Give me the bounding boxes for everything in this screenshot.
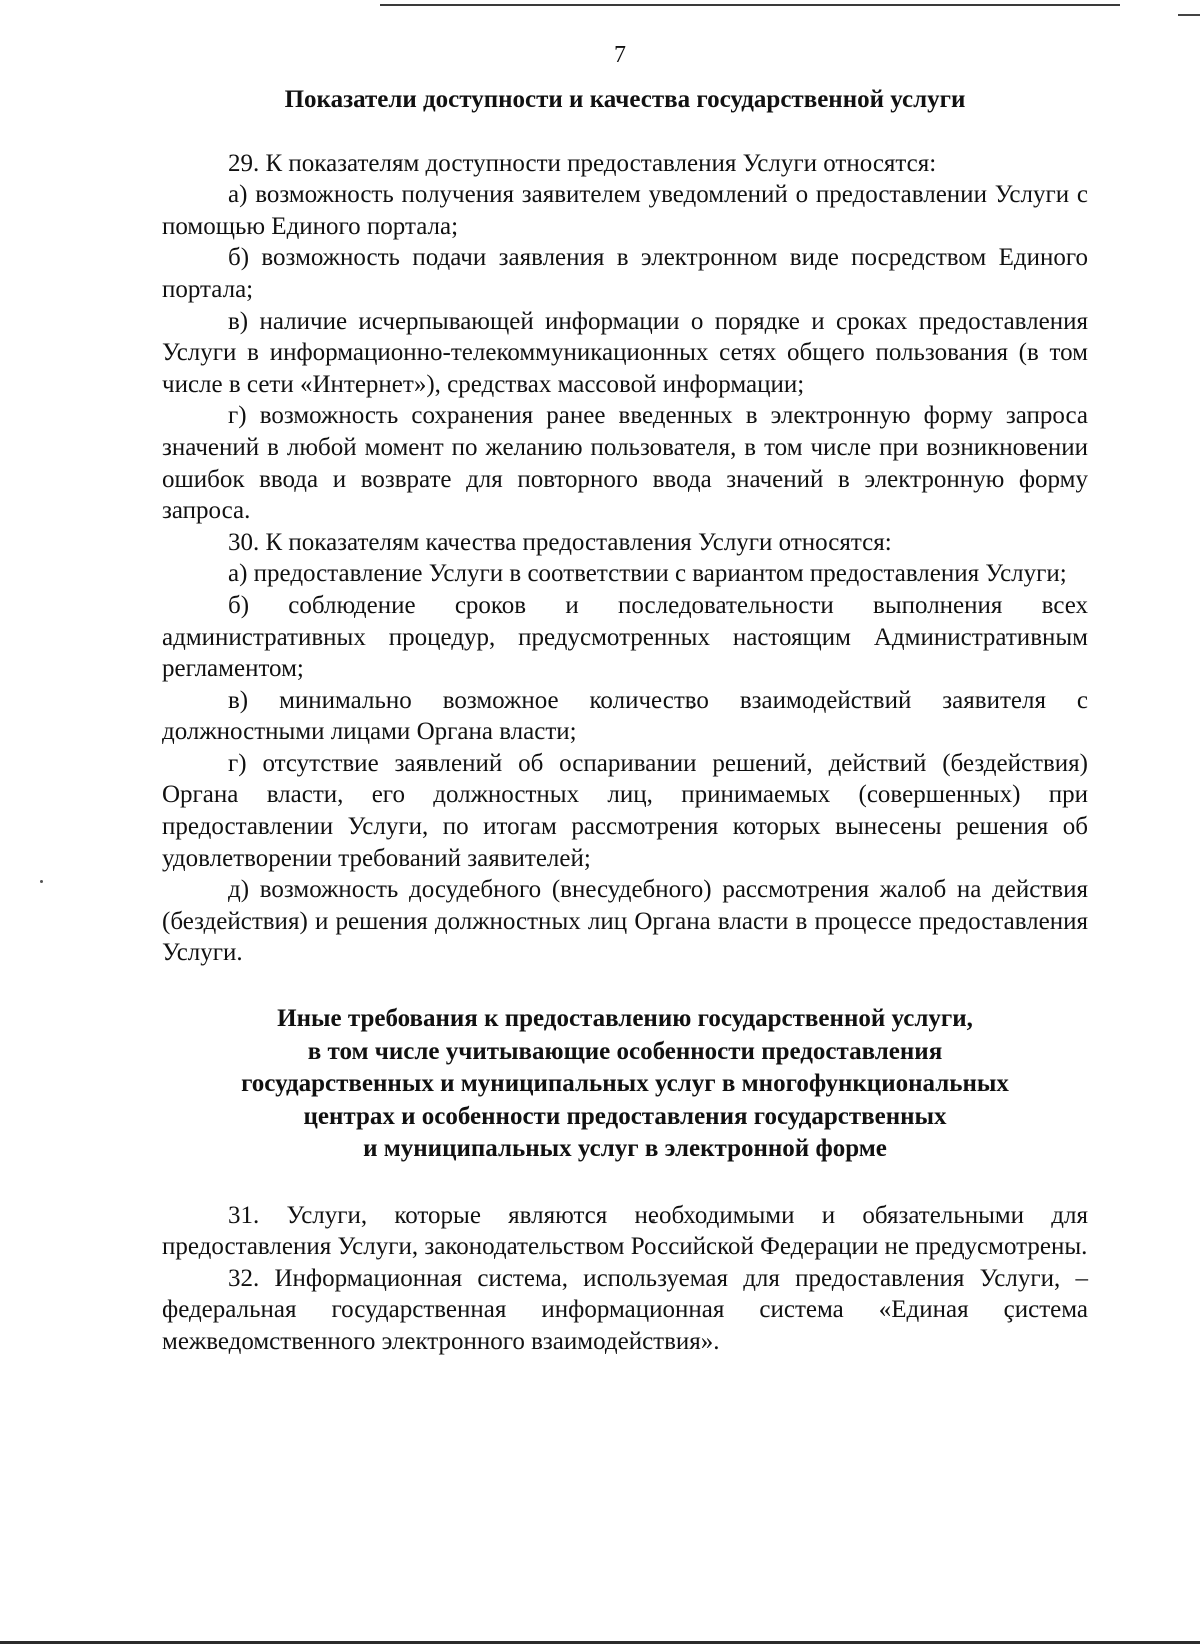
section-heading-other-requirements xyxy=(162,1003,1088,1166)
paragraph-30-v: в) минимально возможное количество взаимодействий заявителя с должностными лицами Органа власти; xyxy=(162,686,1088,746)
scan-edge-top xyxy=(380,4,1120,6)
heading-line: и муниципальных услуг в электронной форме xyxy=(363,1135,887,1163)
paragraph-29-g: г) возможность сохранения ранее введенных в электронную форму запроса значений в любой момент по желанию пользователя, в том числе при возникновении ошибок ввода и возврате для повторного ввода значений в электронную форму запроса. xyxy=(162,402,1088,525)
paragraph-29: 29. К показателям доступности предоставления Услуги относятся: xyxy=(228,149,937,177)
paragraph-31: 31. Услуги, которые являются необходимыми и обязательными для предоставления Услуги, законодательством Российской Федерации не предусмотрены. xyxy=(162,1201,1088,1261)
scan-speck xyxy=(40,880,43,883)
scan-corner-mark xyxy=(1178,0,1200,16)
paragraph-30-d: д) возможность досудебного (внесудебного) рассмотрения жалоб на действия (бездействия) и решения должностных лиц Органа власти в процессе предоставления Услуги. xyxy=(162,876,1088,967)
paragraph-30-a: а) предоставление Услуги в соответствии с вариантом предоставления Услуги; xyxy=(228,560,1067,588)
paragraph-30: 30. К показателям качества предоставления Услуги относятся: xyxy=(228,528,892,556)
paragraph-30-g: г) отсутствие заявлений об оспаривании решений, действий (бездействия) Органа власти, его должностных лиц, принимаемых (совершенных) при предоставлении Услуги, по итогам рассмотрения которых вынесены решения об удовлетворении требований заявителей; xyxy=(162,749,1088,872)
paragraph-29-b: б) возможность подачи заявления в электронном виде посредством Единого портала; xyxy=(162,244,1088,303)
document-body xyxy=(162,84,1088,1358)
paragraph-29-a: а) возможность получения заявителем уведомлений о предоставлении Услуги с помощью Единого портала; xyxy=(162,181,1088,240)
heading-line: государственных и муниципальных услуг в многофункциональных xyxy=(241,1070,1009,1098)
heading-line: Иные требования к предоставлению государственной услуги, xyxy=(277,1005,973,1033)
paragraph-30-b: б) соблюдение сроков и последовательности выполнения всех административных процедур, предусмотренных настоящим Административным регламентом; xyxy=(162,591,1088,683)
paragraph-32: 32. Информационная система, используемая для предоставления Услуги, – федеральная государственная информационная система «Единая çистема межведомственного электронного взаимодействия». xyxy=(162,1264,1088,1355)
heading-line: центрах и особенности предоставления государственных xyxy=(303,1102,947,1130)
paragraph-29-v: в) наличие исчерпывающей информации о порядке и сроках предоставления Услуги в информационно-телекоммуникационных сетях общего пользования (в том числе в сети «Интернет»), средствах массовой информации; xyxy=(162,307,1088,398)
page-number: 7 xyxy=(614,42,626,68)
section-heading-accessibility: Показатели доступности и качества государственной услуги xyxy=(284,86,966,113)
scan-edge-bottom xyxy=(0,1641,1200,1644)
heading-line: в том числе учитывающие особенности предоставления xyxy=(307,1037,943,1065)
